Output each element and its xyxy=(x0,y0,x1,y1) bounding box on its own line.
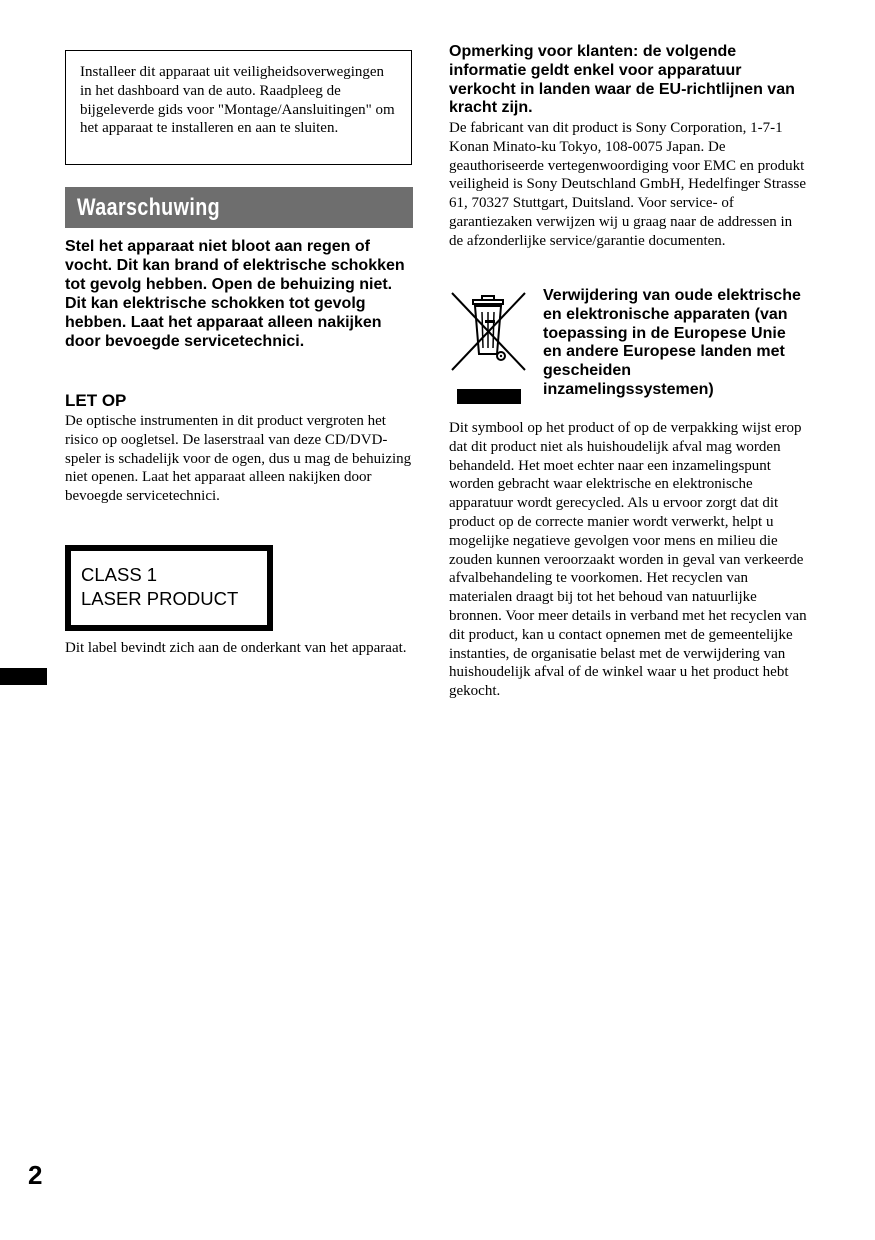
section-tab-marker xyxy=(0,668,47,685)
eu-note-body: De fabricant van dit product is Sony Corporation, 1-7-1 Konan Minato-ku Tokyo, 108-0075 Japan. De geauthoriseerde vertegenwoordiging voor EMC en produkt veiligheid is Sony Deutschland GmbH, Hedelfinger Strasse 61, 70327 Stuttgart, Duitsland. Voor service- of garantiezaken verwijzen wij u graag naar de addressen in de afzonderlijke service/garantie documenten. xyxy=(449,120,807,249)
crossed-out-wheelie-bin-icon xyxy=(449,290,529,408)
laser-label-line2: LASER PRODUCT xyxy=(81,588,239,609)
warning-banner xyxy=(65,187,413,228)
install-notice-text: Installeer dit apparaat uit veiligheidsoverwegingen in het dashboard van de auto. Raadpleeg de bijgeleverde gids voor "Montage/Aansluitingen" om het apparaat te installeren en aan te sluiten. xyxy=(80,64,395,137)
let-op-body: De optische instrumenten in dit product vergroten het risico op oogletsel. De laserstraal van deze CD/DVD-speler is schadelijk voor de ogen, dus u mag de behuizing niet openen. Laat het apparaat alleen nakijken door bevoegde servicetechnici. xyxy=(65,413,412,505)
install-notice-box xyxy=(65,50,412,165)
weee-heading: Verwijdering van oude elektrische en elektronische apparaten (van toepassing in de Europese Unie en andere Europese landen met gescheiden inzamelingssystemen) xyxy=(543,287,801,398)
laser-label-note: Dit label bevindt zich aan de onderkant van het apparaat. xyxy=(65,640,407,656)
let-op-heading: LET OP xyxy=(65,391,127,410)
warning-title: Waarschuwing xyxy=(77,194,221,221)
laser-label-line1: CLASS 1 xyxy=(81,564,158,585)
page-number: 2 xyxy=(28,1160,43,1190)
eu-note-heading: Opmerking voor klanten: de volgende informatie geldt enkel voor apparatuur verkocht in landen waar de EU-richtlijnen van kracht zijn. xyxy=(449,43,795,117)
laser-class-label xyxy=(65,545,273,631)
warning-text: Stel het apparaat niet bloot aan regen of vocht. Dit kan brand of elektrische schokken tot gevolg hebben. Open de behuizing niet. Dit kan elektrische schokken tot gevolg hebben. Laat het apparaat alleen nakijken door bevoegde servicetechnici. xyxy=(65,238,405,350)
weee-body: Dit symbool op het product of op de verpakking wijst erop dat dit product niet als huishoudelijk afval mag worden behandeld. Het moet echter naar een inzamelingspunt worden gebracht waar elektrische en elektronische apparatuur wordt gerecycled. Als u ervoor zorgt dat dit product op de correcte manier wordt verwerkt, helpt u mogelijke negatieve gevolgen voor mens en milieu die zouden kunnen veroorzaakt worden in geval van verkeerde afvalbehandeling te voorkomen. Het recyclen van materialen draagt bij tot het behoud van natuurlijke bronnen. Voor meer details in verband met het recyclen van dit product, kan u contact opnemen met de gemeentelijke instanties, de organisatie belast met de verwijdering van huishoudelijk afval of de winkel waar u het product hebt gekocht. xyxy=(449,420,807,700)
